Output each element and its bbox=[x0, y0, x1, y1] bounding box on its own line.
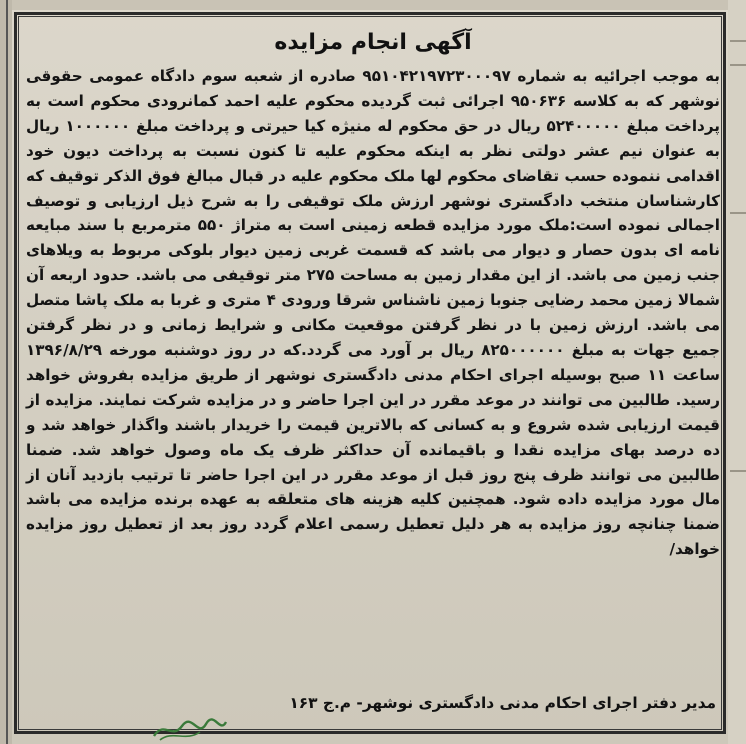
adjacent-text-fragment bbox=[730, 212, 746, 214]
adjacent-column-top bbox=[12, 0, 746, 10]
notice-body: به موجب اجرائیه به شماره ۹۵۱۰۴۲۱۹۷۲۳۰۰۰۹۷ صادره از شعبه سوم دادگاه عمومی حقوقی نوشهر که به کلاسه ۹۵۰۶۳۶ اجرائی ثبت گردیده محکوم علیه احمد کمانرودی محکوم است به پرداخت مبلغ ۵۲۴۰۰۰۰۰ ریال در حق محکوم له منیژه کیا حیرتی و پرداخت مبلغ ۱۰۰۰۰۰۰ ریال به عنوان نیم عشر دولتی نظر به اینکه محکوم علیه تا کنون نسبت به پرداخت دیون خود اقدامی ننموده حسب تقاضای محکوم لها ملک محکوم علیه در قبال مبالغ فوق الذکر توقیف که کارشناسان منتخب دادگستری نوشهر ارزش ملک توقیفی را به شرح ذیل ارزیابی و توصیف اجمالی نموده است:ملک مورد مزایده قطعه زمینی است به متراژ ۵۵۰ مترمربع با سند مبایعه نامه ای بدون حصار و دیوار می باشد که قسمت غربی زمین دیوار بلوکی مربوط به ویلاهای جنب زمین می باشد. از این مقدار زمین به مساحت ۲۷۵ متر توقیفی می باشد. حدود اربعه آن شمالا زمین محمد رضایی جنوبا زمین ناشناس شرقا ورودی ۴ متری و غربا به ملک پاشا متصل می باشد. ارزش زمین با در نظر گرفتن موقعیت مکانی و شرایط زمانی و در نظر گرفتن جمیع جهات به مبلغ ۸۲۵۰۰۰۰۰۰ ریال بر آورد می گردد.که در روز دوشنبه مورخه ۱۳۹۶/۸/۲۹ ساعت ۱۱ صبح بوسیله اجرای احکام مدنی دادگستری نوشهر از طریق مزایده بفروش خواهد رسید. طالبین می توانند در موعد مقرر در این اجرا حاضر و در مزایده شرکت نمایند. مزایده از قیمت ارزیابی شده شروع و به کسانی که بالاترین قیمت را خریدار باشند واگذار خواهد شد و ده درصد بهای مزایده نقدا و باقیمانده آن حداکثر ظرف یک ماه وصول خواهد شد. ضمنا طالبین می توانند ظرف پنج روز قبل از موعد مقرر در این اجرا حاضر تا ترتیب بازدید آنان از مال مورد مزایده داده شود. همچنین کلیه هزینه های متعلقه به عهده برنده مزایده می باشد ضمنا چنانچه روز مزایده به هر دلیل تعطیل رسمی اعلام گردد روز بعد از تعطیل روز مزایده خواهد/ bbox=[26, 67, 721, 559]
adjacent-text-fragment bbox=[730, 64, 746, 66]
column-rule-left bbox=[6, 0, 8, 744]
notice-signature: مدیر دفتر اجرای احکام مدنی دادگستری نوشهر- م.ج ۱۶۳ bbox=[289, 694, 716, 712]
notice-title: آگهی انجام مزایده bbox=[274, 30, 472, 55]
signature-scribble-icon bbox=[150, 716, 230, 742]
adjacent-column-right bbox=[728, 0, 746, 744]
adjacent-text-fragment bbox=[730, 470, 746, 472]
